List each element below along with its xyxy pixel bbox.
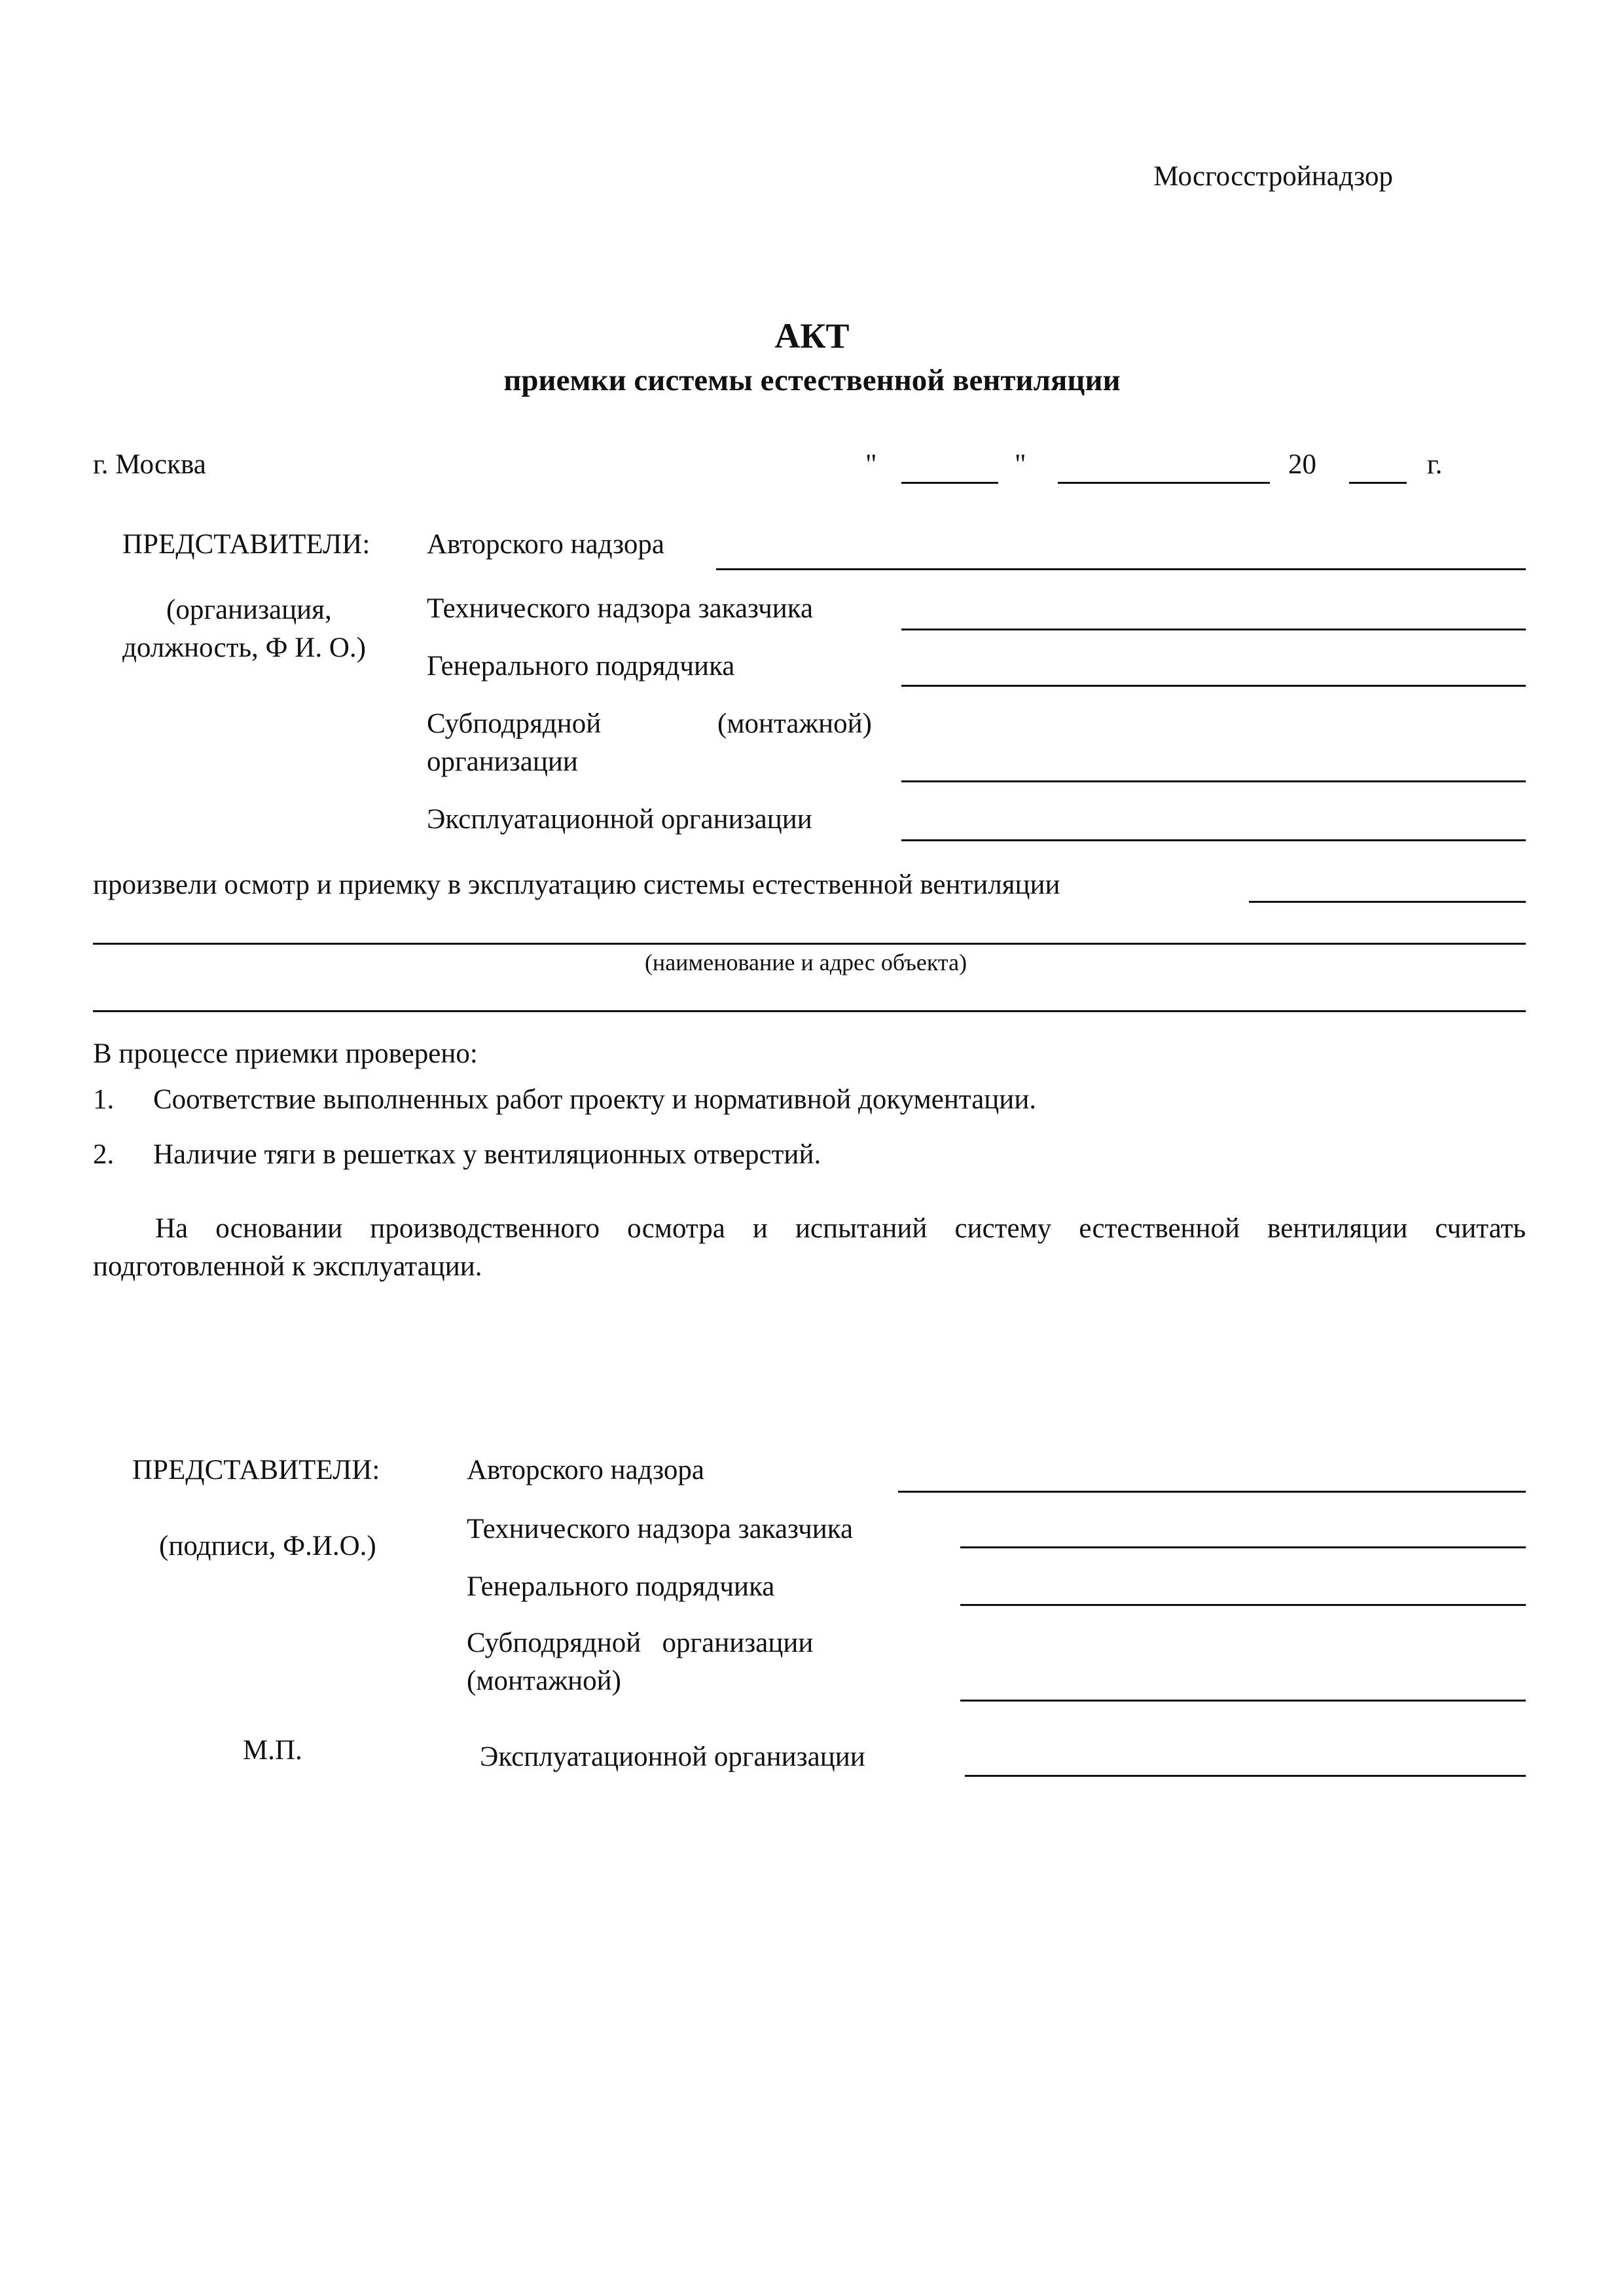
quote-open: " [865, 449, 877, 480]
check-number: 1. [93, 1084, 115, 1115]
city: г. Москва [93, 449, 206, 480]
sig-label-author: Авторского надзора [467, 1455, 704, 1485]
representatives-heading: ПРЕДСТАВИТЕЛИ: [122, 529, 370, 560]
check-text: Наличие тяги в решетках у вентиляционных отверстий. [153, 1139, 821, 1170]
rep-label-general: Генерального подрядчика [427, 651, 735, 682]
rep-label-author: Авторского надзора [427, 529, 664, 560]
object-field[interactable] [93, 943, 1526, 945]
quote-close: " [1015, 449, 1026, 480]
rep-label-sub: (монтажной) [717, 708, 872, 739]
object-caption: (наименование и адрес объекта) [644, 949, 967, 975]
year-field[interactable] [1349, 482, 1407, 484]
sig-label-sub: Субподрядной организации [467, 1628, 814, 1658]
checks-intro: В процессе приемки проверено: [93, 1038, 478, 1069]
year-prefix: 20 [1288, 449, 1316, 480]
stamp-label: М.П. [243, 1735, 302, 1766]
sig-label-operation: Эксплуатационной организации [480, 1741, 865, 1772]
inspection-text: произвели осмотр и приемку в эксплуатацию системы естественной вентиляции [93, 869, 1060, 900]
sig-field-tech[interactable] [960, 1546, 1526, 1548]
sig-field-author[interactable] [898, 1491, 1526, 1493]
sig-label-general: Генерального подрядчика [467, 1571, 775, 1602]
sig-field-general[interactable] [960, 1604, 1526, 1606]
representatives-note: должность, Ф И. О.) [122, 632, 366, 663]
rep-label-sub: организации [427, 746, 578, 777]
sig-label-tech: Технического надзора заказчика [467, 1514, 854, 1544]
rep-field-operation[interactable] [901, 839, 1526, 841]
object-field[interactable] [93, 1010, 1526, 1012]
sig-field-sub[interactable] [960, 1700, 1526, 1702]
day-field[interactable] [901, 482, 998, 484]
representatives-note: (организация, [166, 594, 332, 625]
check-text: Соответствие выполненных работ проекту и нормативной документации. [153, 1084, 1037, 1115]
sig-field-operation[interactable] [965, 1775, 1526, 1777]
representatives-heading: ПРЕДСТАВИТЕЛИ: [132, 1455, 380, 1485]
conclusion-paragraph: На основании производственного осмотра и испытаний систему естественной вентиляции считать подготовленной к эксплуатации. [93, 1213, 1526, 1282]
object-field[interactable] [1249, 901, 1526, 903]
rep-label-tech: Технического надзора заказчика [427, 593, 814, 624]
rep-field-tech[interactable] [901, 629, 1526, 630]
document-subtitle: приемки системы естественной вентиляции [503, 363, 1121, 397]
document-title: АКТ [774, 316, 850, 355]
rep-label-operation: Эксплуатационной организации [427, 804, 812, 835]
rep-label-sub: Субподрядной [427, 708, 602, 739]
year-suffix: г. [1427, 449, 1443, 480]
month-field[interactable] [1058, 482, 1270, 484]
check-number: 2. [93, 1139, 115, 1170]
rep-field-sub[interactable] [901, 780, 1526, 782]
agency-name: Мосгосстройнадзор [1153, 161, 1393, 192]
sig-label-sub: (монтажной) [467, 1666, 621, 1696]
rep-field-general[interactable] [901, 685, 1526, 687]
signatures-note: (подписи, Ф.И.О.) [159, 1531, 376, 1561]
rep-field-author[interactable] [716, 568, 1526, 570]
